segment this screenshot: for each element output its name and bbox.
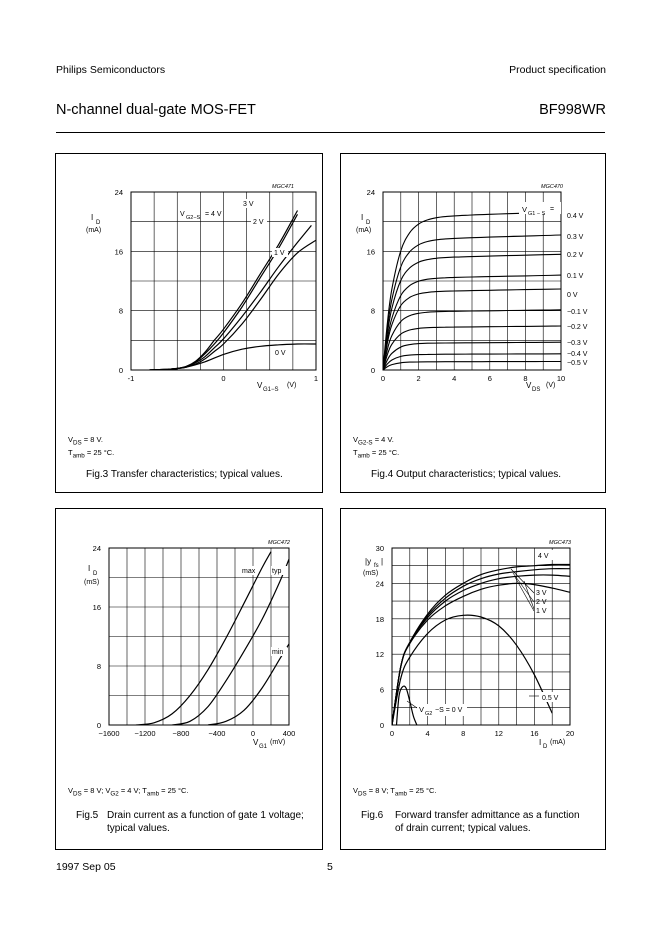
fig6-leader-line [511,569,534,593]
fig6-y-tick-label: 24 [375,579,384,589]
fig6-caption-number: Fig.6 [361,810,384,821]
fig6-ylabel: |y [365,557,372,566]
fig6-leader-line [407,701,417,708]
fig5-caption-number: Fig.5 [76,810,99,821]
fig6-x-tick-label: 4 [425,729,430,738]
fig5-x-tick-label: −1600 [98,729,120,738]
fig6-legend-v: V [419,705,425,714]
fig6-x-tick-label: 0 [389,729,395,738]
fig6-y-tick-label: 18 [375,614,384,624]
fig3-y-tick-label: 16 [114,247,123,257]
fig5-code-label: MGC472 [267,540,290,546]
fig5-x-tick-label: −1200 [134,729,156,738]
fig6-y-tick-label: 12 [375,650,384,660]
fig3-condition-vds: $V_{DS} = 8$ V. [68,435,103,447]
fig4-xlabel-sub: DS [532,387,541,393]
fig3-xlabel: V [257,381,263,390]
fig5-curve-label: typ [272,568,282,575]
fig6-curve-label: 2 V [536,599,547,606]
fig4-code-label: MGC470 [540,184,563,190]
fig3-condition-tamb: $T_{amb} = 25$ °C. [68,448,115,460]
fig3-caption: Fig.3 Transfer characteristics; typical values. [86,469,283,480]
fig3-curve-label: 0 V [275,350,286,357]
fig6-legend-sub: G2 [425,711,433,717]
fig3-curve-label: 2 V [253,219,264,226]
fig4-legend-v: V [522,205,528,214]
part-number: BF998WR [539,102,606,118]
fig4-ylabel: I [361,213,364,222]
fig4-condition-vg2s: $V_{G2-S} = 4$ V. [353,435,394,447]
fig6-x-tick-label: 20 [565,729,575,738]
fig3-y-tick-label: 0 [118,366,123,375]
fig6-y-tick-label: 6 [379,685,384,695]
fig6-chart [341,509,607,851]
fig6-curve-label: 1 V [536,608,547,615]
fig4-curve-label: −0.5 V [567,360,588,367]
company-name: Philips Semiconductors [56,64,166,76]
fig4-y-tick-label: 24 [366,188,375,197]
fig6-x-tick-label: 8 [461,729,466,738]
fig5-y-tick-label: 8 [96,662,101,671]
fig3-curve-label: 1 V [274,250,285,257]
fig4-y-tick-label: 0 [370,366,375,375]
fig5-x-tick-label: −400 [208,729,226,738]
fig6-curve-label: 4 V [538,553,549,560]
fig3-legend-val: = 4 V [205,211,222,218]
fig3-x-tick-label: 1 [313,374,319,383]
fig4-curve-label: 0 V [567,292,578,299]
fig5-ylabel-unit: (mS) [84,579,100,586]
fig6-ylabel-bar: | [381,557,384,566]
fig3-ylabel-sub: D [96,220,101,226]
fig3-ylabel-unit: (mA) [86,227,102,234]
document-type: Product specification [509,64,606,76]
fig6-caption-line2: of drain current; typical values. [395,823,531,834]
fig6-legend-rest: −S = 0 V [435,707,463,714]
fig3-series-1V [150,240,317,370]
fig3-series-0V [150,344,317,370]
fig6-conditions: $V_{DS} = 8$ V; $T_{amb} = 25$ °C. [353,786,437,798]
fig6-xlabel-sub: D [543,744,548,750]
document-title: N-channel dual-gate MOS-FET [56,102,256,118]
fig4-condition-tamb: $T_{amb} = 25$ °C. [353,448,400,460]
fig5-y-tick-label: 24 [92,544,101,553]
fig6-curve-label: 0.5 V [542,695,559,702]
fig4-curve-label: 0.4 V [567,213,584,220]
fig4-ylabel-sub: D [366,220,371,226]
footer-date: 1997 Sep 05 [56,861,116,873]
fig3-legend-v: V [180,211,185,218]
fig5-ylabel-sub: D [93,571,98,577]
fig4-curve-label: −0.3 V [567,340,588,347]
fig4-y-tick-label: 8 [370,306,375,316]
fig6-y-tick-label: 30 [375,544,384,553]
fig6-code-label: MGC473 [548,540,571,546]
fig3-y-tick-label: 8 [118,306,123,316]
fig5-x-tick-label: 0 [250,729,256,738]
fig4-curve-label: 0.2 V [567,252,584,259]
fig6-xlabel-unit: (mA) [550,739,566,746]
fig5-ylabel: I [88,564,91,573]
figure-4-panel [340,153,606,493]
fig4-curve-label: −0.4 V [567,351,588,358]
fig3-curve-label: 3 V [243,201,254,208]
fig5-xlabel: V [253,738,259,747]
fig6-ylabel-unit: (mS) [363,570,379,577]
fig3-ylabel: I [91,213,94,222]
page-number: 5 [327,861,333,873]
fig4-xlabel: V [526,381,532,390]
fig4-x-tick-label: 4 [452,374,457,383]
fig5-conditions: $V_{DS} = 8$ V; $V_{G2} = 4$ V; $T_{amb} = 25$ °C. [68,786,189,798]
fig5-series-min [208,644,289,725]
fig6-leader-line [524,581,534,609]
fig5-xlabel-unit: (mV) [270,739,286,746]
fig5-series-typ [172,559,289,725]
fig4-ylabel-unit: (mA) [356,227,372,234]
fig4-curve-label: −0.2 V [567,324,588,331]
fig4-curve-label: 0.1 V [567,273,584,280]
fig4-xlabel-unit: (V) [546,382,556,389]
header-rule [56,132,605,133]
fig4-legend-eq: = [550,206,555,213]
figure-5-panel [55,508,323,850]
fig4-curve-label: 0.3 V [567,234,584,241]
fig4-caption: Fig.4 Output characteristics; typical values. [371,469,562,480]
fig4-x-tick-label: 10 [556,374,566,383]
fig4-x-tick-label: 2 [416,374,421,383]
fig3-legend-sub: G2−S [186,215,201,221]
fig5-x-tick-label: −800 [172,729,190,738]
fig5-curve-label: max [242,568,256,575]
fig3-code-label: MGC471 [271,184,294,190]
fig5-y-tick-label: 0 [96,721,101,730]
fig4-y-tick-label: 16 [366,247,375,257]
figure-3-panel [55,153,323,493]
fig6-xlabel: I [539,738,542,747]
fig5-chart [56,509,324,851]
fig5-caption-line2: typical values. [107,823,170,834]
fig4-x-tick-label: 6 [487,374,492,383]
fig6-y-tick-label: 0 [379,721,384,730]
fig6-x-tick-label: 12 [494,729,503,738]
fig4-curve-label: −0.1 V [567,309,588,316]
fig5-x-tick-label: 400 [282,729,296,738]
fig3-xlabel-sub: G1−S [263,387,279,393]
fig5-curve-label: min [272,649,284,656]
fig6-ylabel-sub: fs [374,563,379,569]
fig5-xlabel-sub: G1 [259,744,268,750]
figure-6-panel [340,508,606,850]
fig5-caption-line1: Drain current as a function of gate 1 voltage; [107,810,304,821]
fig6-x-tick-label: 16 [530,729,539,738]
fig6-leader-line [513,573,534,602]
fig3-x-tick-label: 0 [221,374,226,383]
fig6-curve-label: 3 V [536,590,547,597]
fig4-x-tick-label: 0 [380,374,386,383]
fig6-caption-line1: Forward transfer admittance as a function [395,810,580,821]
fig4-x-tick-label: 8 [523,374,528,383]
fig4-legend-sub: G1 − S [528,211,546,217]
fig3-y-tick-label: 24 [114,188,123,197]
fig3-x-tick-label: -1 [127,374,135,383]
fig5-y-tick-label: 16 [92,603,101,612]
fig3-xlabel-unit: (V) [287,382,297,389]
